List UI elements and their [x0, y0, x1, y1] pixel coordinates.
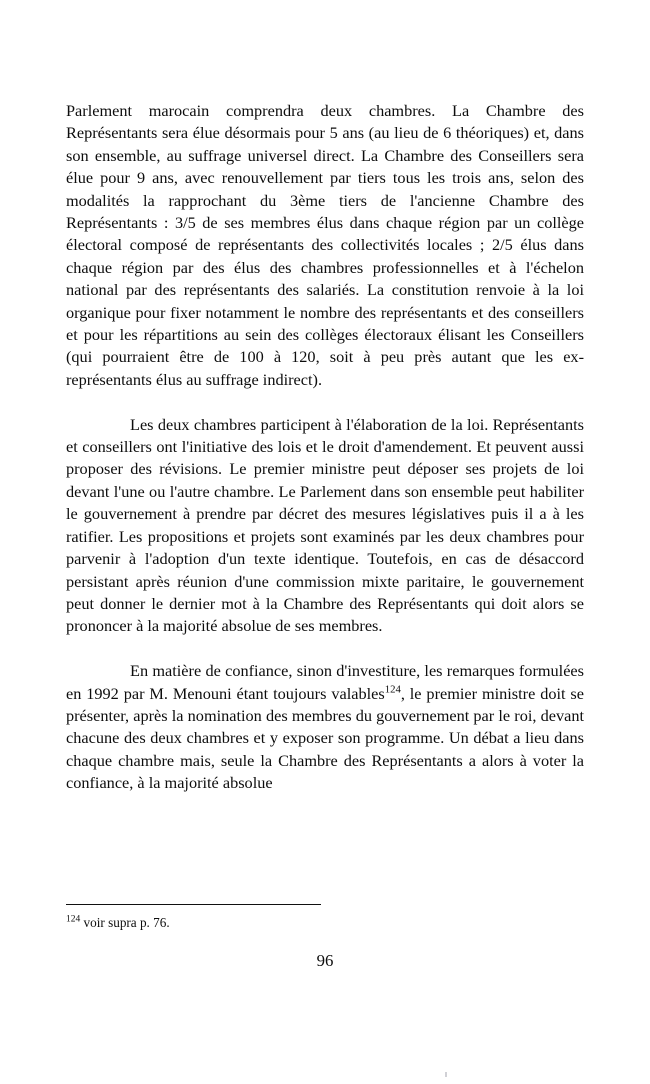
paragraph-parlement-deux-chambres: Parlement marocain comprendra deux chambres. La Chambre des Représentants sera élue désormais pour 5 ans (au lieu de 6 théoriques) et, dans son ensemble, au suffrage universel direct. La Chambre des Conseillers sera élue pour 9 ans, avec renouvellement par tiers tous les trois ans, selon des modalités la rapprochant du 3ème tiers de l'ancienne Chambre des Représentants : 3/5 de ses membres élus dans chaque région par un collège électoral composé de représentants des collectivités locales ; 2/5 élus dans chaque région par des élus des chambres professionnelles et à l'échelon national par des représentants des salariés. La constitution renvoie à la loi organique pour fixer notamment le nombre des représentants et des conseillers et pour les répartitions au sein des collèges électoraux élisant les Conseillers (qui pourraient être de 100 à 120, soit à peu près autant que les ex-représentants élus au suffrage indirect).	[66, 101, 584, 389]
scan-artifact-speck	[445, 1072, 447, 1077]
paragraph-text-before-footnote-ref: En matière de confiance, sinon d'investiture, les remarques formulées en 1992 par M. Menouni étant toujours valables	[66, 661, 584, 703]
paragraph-text-after-footnote-ref: , le premier ministre doit se présenter, après la nomination des membres du gouvernement par le roi, devant chacune des deux chambres et y exposer son programme. Un débat a lieu dans chaque chambre mais, seule la Chambre des Représentants a alors à voter la confiance, à la majorité absolue	[66, 683, 584, 793]
footnote-marker-124: 124	[66, 914, 81, 925]
paragraph-elaboration-de-la-loi: Les deux chambres participent à l'élaboration de la loi. Représentants et conseillers ont l'initiative des lois et le droit d'amendement. Et peuvent aussi proposer des révisions. Le premier ministre peut déposer ses projets de loi devant l'une ou l'autre chambre. Le Parlement dans son ensemble peut habiliter le gouvernement à prendre par décret des mesures législatives puis il a à les ratifier. Les propositions et projets sont examinés par les deux chambres pour parvenir à l'adoption d'un texte identique. Toutefois, en cas de désaccord persistant après réunion d'une commission mixte paritaire, le gouvernement peut donner le dernier mot à la Chambre des Représentants qui doit alors se prononcer à la majorité absolue de ses membres.	[66, 414, 584, 636]
footnote-reference-124[interactable]: 124	[384, 683, 401, 696]
footnote-entry-124	[66, 914, 584, 931]
footnote-area	[66, 904, 584, 931]
footnote-separator-rule	[66, 904, 321, 905]
footnote-entry-text: voir supra p. 76.	[80, 915, 170, 930]
body-text-block	[66, 100, 584, 795]
page-number: 96	[316, 951, 334, 970]
paragraph-matiere-de-confiance	[66, 660, 584, 794]
